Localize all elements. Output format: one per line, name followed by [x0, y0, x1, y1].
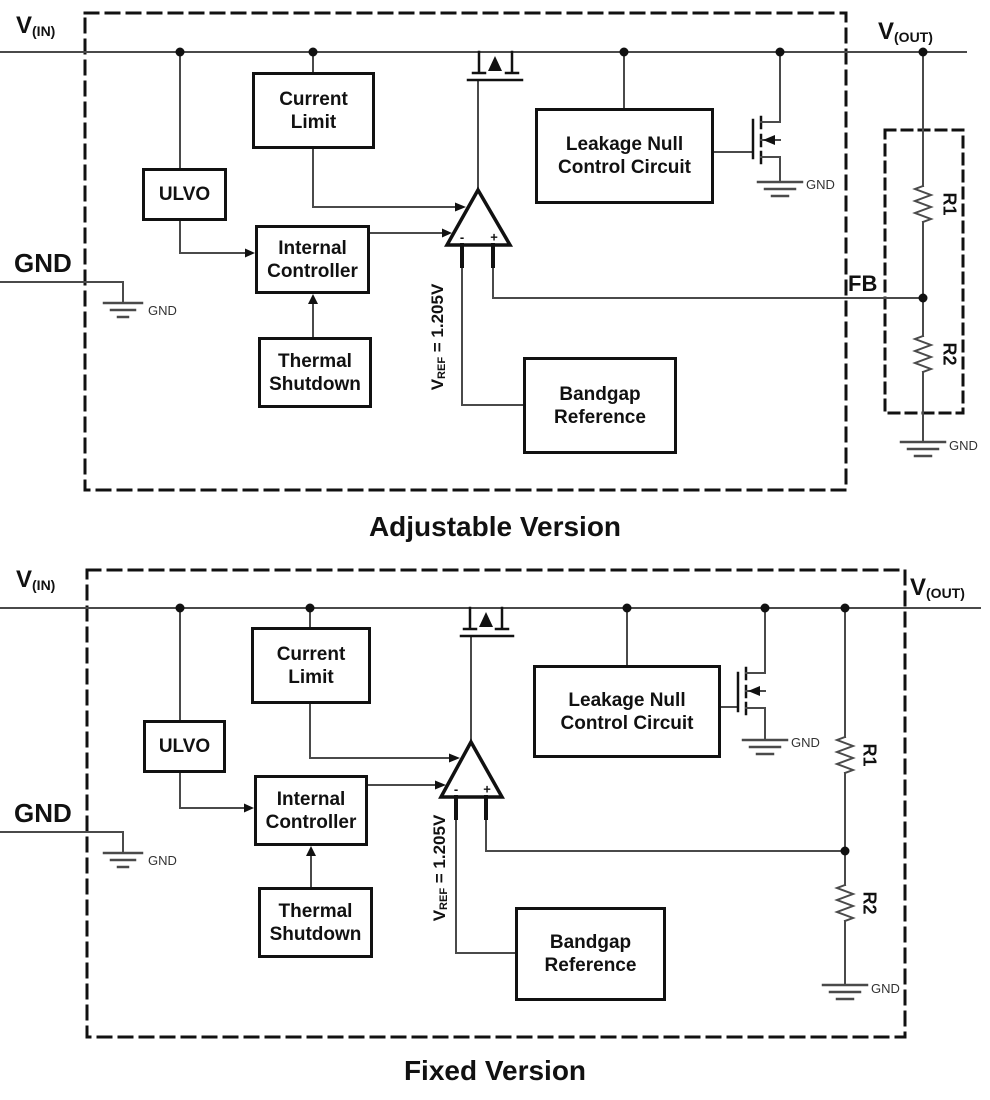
block-label: Shutdown — [269, 923, 362, 945]
gnd-symbol-label-pin-adj: GND — [148, 303, 177, 318]
block-internal-controller-fix — [254, 775, 368, 846]
block-label: Control Circuit — [558, 157, 691, 178]
block-label: Limit — [288, 666, 334, 688]
block-leakage-null-adj — [535, 108, 714, 204]
block-thermal-shutdown-adj — [258, 337, 372, 408]
resistor-r2-label-fix: R2 — [859, 891, 880, 915]
gnd-symbol-label-nmos-adj: GND — [806, 177, 835, 192]
pin-subscript: (IN) — [32, 577, 56, 594]
adjustable-pin-ground-symbol — [104, 303, 142, 317]
adjustable-pass-mosfet-symbol — [468, 52, 522, 80]
fixed-nmos-ground-symbol — [743, 740, 787, 754]
adjustable-ic-boundary-dashed — [85, 13, 846, 490]
block-label: Reference — [554, 406, 646, 428]
block-label: Current — [279, 88, 348, 110]
resistor-r1-label-adj: R1 — [939, 192, 960, 216]
resistor-r2-label-adj: R2 — [939, 342, 960, 366]
fixed-resistor-r1-symbol — [837, 737, 853, 773]
adjustable-error-amplifier-symbol — [447, 190, 510, 266]
fixed-leakage-mosfet-symbol — [721, 668, 765, 714]
block-bandgap-fix — [515, 907, 666, 1001]
vref-base: V — [427, 378, 447, 391]
block-internal-controller-adj — [255, 225, 370, 294]
gnd-symbol-label-divider-fix: GND — [871, 981, 900, 996]
block-label: Reference — [544, 955, 637, 976]
block-label: ULVO — [158, 736, 211, 757]
block-label: Control Circuit — [560, 712, 694, 734]
adjustable-leakage-mosfet-symbol — [714, 117, 780, 163]
block-label: Bandgap — [549, 932, 632, 953]
block-thermal-shutdown-fix — [258, 887, 373, 958]
vref-value: = 1.205V — [429, 814, 449, 888]
caption-adjustable-version: Adjustable Version — [368, 511, 622, 542]
vref-subscript: REF — [438, 887, 451, 910]
block-label: Limit — [290, 111, 337, 133]
block-label: Internal — [276, 788, 346, 810]
opamp-noninverting-sign-adj: + — [490, 229, 498, 245]
block-label: Bandgap — [559, 383, 641, 405]
adjustable-divider-ground-symbol — [901, 442, 945, 456]
vref-label-fix — [430, 815, 450, 922]
pin-text: V — [16, 12, 33, 39]
vin-pin-label-fix — [16, 566, 55, 594]
pin-subscript: (OUT) — [926, 585, 965, 602]
opamp-inverting-sign-adj: - — [459, 229, 465, 245]
pin-text: V — [910, 574, 927, 601]
vin-pin-label-adj — [16, 12, 55, 40]
vref-value: = 1.205V — [427, 283, 447, 357]
resistor-r1-label-fix: R1 — [859, 743, 880, 767]
vref-base: V — [429, 909, 449, 922]
fixed-resistor-r2-symbol — [837, 885, 853, 921]
adjustable-resistor-r1-symbol — [915, 186, 931, 222]
pin-text: V — [878, 18, 895, 45]
fixed-ic-boundary-dashed — [87, 570, 905, 1037]
block-label: Shutdown — [269, 373, 361, 395]
block-label: Controller — [265, 811, 357, 833]
adjustable-wires — [0, 52, 966, 442]
caption-fixed-version: Fixed Version — [403, 1055, 587, 1086]
fixed-pin-ground-symbol — [104, 853, 142, 867]
block-label: Current — [276, 643, 346, 665]
block-ulvo-adj — [142, 168, 227, 221]
gnd-symbol-label-nmos-fix: GND — [791, 735, 820, 750]
pin-subscript: (IN) — [32, 23, 56, 40]
pin-subscript: (OUT) — [894, 29, 933, 46]
fixed-pass-mosfet-symbol — [461, 608, 513, 636]
block-label: Thermal — [278, 350, 352, 372]
block-bandgap-adj — [523, 357, 677, 454]
block-current-limit-adj — [252, 72, 375, 149]
pin-text: V — [16, 566, 33, 593]
gnd-symbol-label-pin-fix: GND — [148, 853, 177, 868]
gnd-pin-label-adj: GND — [14, 248, 72, 278]
opamp-inverting-sign-fix: - — [453, 781, 459, 797]
adjustable-nmos-ground-symbol — [758, 182, 802, 196]
opamp-noninverting-sign-fix: + — [483, 781, 491, 797]
block-leakage-null-fix — [533, 665, 721, 758]
vref-subscript: REF — [436, 356, 449, 379]
vref-label-adj — [428, 284, 448, 391]
fb-pin-label: FB — [848, 271, 878, 296]
block-label: ULVO — [158, 184, 211, 205]
gnd-pin-label-fix: GND — [14, 798, 72, 828]
block-current-limit-fix — [251, 627, 371, 704]
fixed-error-amplifier-symbol — [441, 742, 502, 818]
gnd-symbol-label-divider-adj: GND — [949, 438, 978, 453]
adjustable-resistor-r2-symbol — [915, 336, 931, 372]
fixed-divider-ground-symbol — [823, 985, 867, 999]
block-label: Thermal — [278, 900, 353, 922]
block-label: Internal — [278, 237, 347, 259]
block-label: Controller — [267, 260, 358, 282]
vout-pin-label-adj — [878, 18, 933, 46]
block-label: Leakage Null — [565, 134, 684, 155]
block-ulvo-fix — [143, 720, 226, 773]
vout-pin-label-fix — [910, 574, 965, 602]
block-label: Leakage Null — [568, 689, 686, 711]
